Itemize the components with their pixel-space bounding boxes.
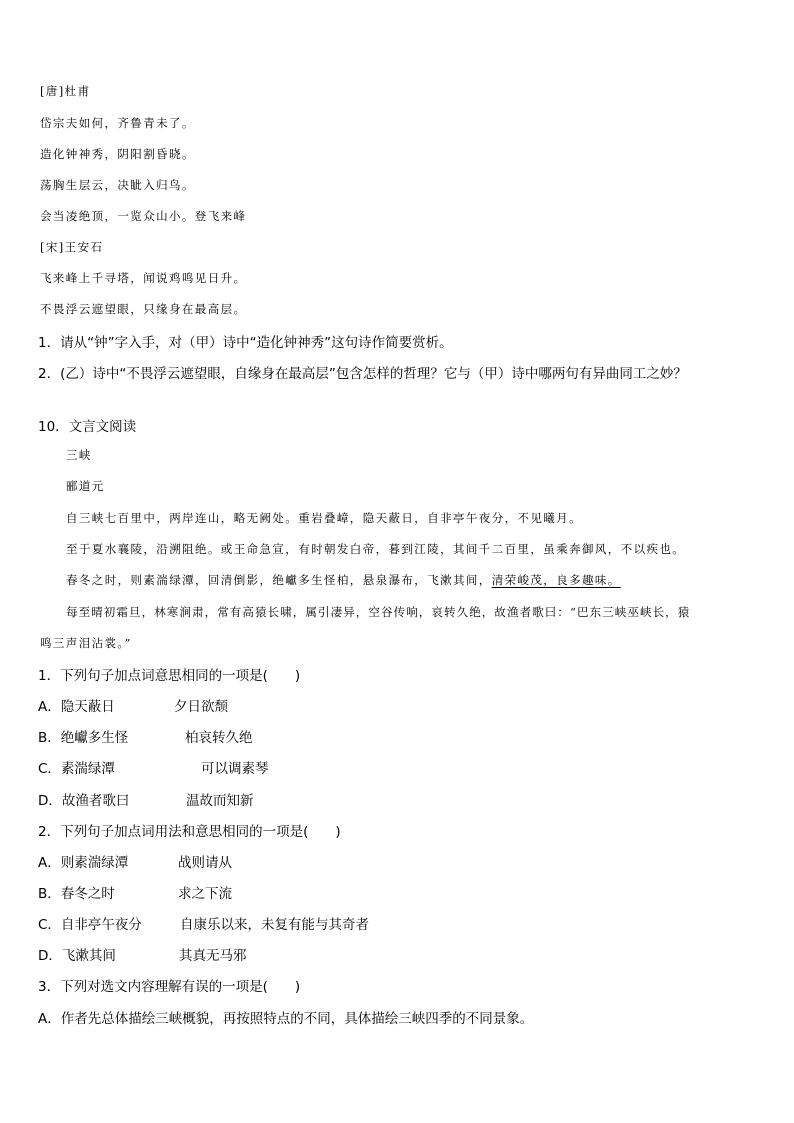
poem-b-line-2: 不畏浮云遮望眼，只缘身在最高层。 (40, 302, 247, 316)
passage-author: 郦道元 (66, 479, 105, 493)
poem-b-line-1: 飞来峰上千寻塔，闻说鸡鸣见日升。 (40, 271, 247, 285)
q2-option-d[interactable] (38, 944, 247, 964)
q2-option-c[interactable] (38, 913, 369, 933)
q1-option-b-label: B．绝巘多生怪 (38, 730, 129, 746)
q2-option-c-label: C．自非亭午夜分 (38, 917, 142, 933)
q2-option-c-pair: 自康乐以来，未复有能与其奇者 (180, 917, 369, 933)
q1-option-b[interactable] (38, 726, 253, 746)
poem-a-line-2: 造化钟神秀，阴阳割昏晓。 (40, 147, 195, 161)
q1-option-a-pair: 夕日欲颓 (174, 699, 228, 715)
passage-paragraph-3-text: 春冬之时，则素湍绿潭，回清倒影，绝巘多生怪柏，悬泉瀑布，飞漱其间， (66, 573, 492, 587)
underlined-phrase: 清荣峻茂，良多趣味。 (491, 573, 621, 587)
section-10-heading: 10．文言文阅读 (38, 419, 137, 435)
q2-option-a[interactable] (38, 851, 232, 871)
passage-paragraph-4-line-1: 每至晴初霜旦，林寒涧肃，常有高猿长啸，属引凄异，空谷传响，哀转久绝，故渔者歌曰：“巴东三峡巫峡长，猿 (66, 605, 691, 619)
poem-question-2: 2．(乙）诗中“不畏浮云遮望眼，自缘身在最高层”包含怎样的哲理？它与（甲）诗中哪两句有异曲同工之妙？ (38, 366, 687, 382)
q1-option-b-pair: 柏哀转久绝 (185, 730, 253, 746)
q3-option-a-label: A．作者先总体描绘三峡概貌，再按照特点的不同，具体描绘三峡四季的不同景象。 (38, 1011, 534, 1027)
passage-paragraph-2: 至于夏水襄陵，沿溯阻绝。或王命急宣，有时朝发白帝，暮到江陵，其间千二百里，虽乘奔御风，不以疾也。 (66, 542, 686, 556)
passage-paragraph-1: 自三峡七百里中，两岸连山，略无阙处。重岩叠嶂，隐天蔽日，自非亭午夜分，不见曦月。 (66, 511, 582, 525)
q2-option-b[interactable] (38, 882, 232, 902)
q2-option-b-label: B．春冬之时 (38, 886, 115, 902)
q1-option-d-pair: 温故而知新 (186, 793, 254, 809)
poem-question-1: 1．请从“钟”字入手，对（甲）诗中“造化钟神秀”这句诗作简要赏析。 (38, 335, 453, 351)
q1-option-d-label: D．故渔者歌曰 (38, 793, 130, 809)
q3-stem: 3．下列对选文内容理解有误的一项是( ) (38, 979, 301, 995)
q2-option-a-pair: 战则请从 (178, 855, 232, 871)
q1-option-a[interactable] (38, 695, 228, 715)
q3-option-a[interactable] (38, 1007, 533, 1027)
passage-paragraph-4-line-2: 鸣三声泪沾裳。” (40, 636, 132, 650)
poem-a-line-1: 岱宗夫如何，齐鲁青未了。 (40, 116, 195, 130)
q1-option-a-label: A．隐天蔽日 (38, 699, 115, 715)
poem-a-author: [唐]杜甫 (40, 84, 91, 98)
poem-a-line-3: 荡胸生层云，决眦入归鸟。 (40, 178, 195, 192)
q2-stem: 2．下列句子加点词用法和意思相同的一项是( ) (38, 824, 341, 840)
poem-a-line-4: 会当凌绝顶，一览众山小。登飞来峰 (40, 209, 247, 223)
passage-title: 三峡 (66, 448, 92, 462)
q1-option-c-label: C．素湍绿潭 (38, 761, 115, 777)
q1-stem: 1．下列句子加点词意思相同的一项是( ) (38, 668, 301, 684)
q1-option-c-pair: 可以调素琴 (201, 761, 269, 777)
q1-option-c[interactable] (38, 757, 269, 777)
q2-option-b-pair: 求之下流 (178, 886, 232, 902)
q1-option-d[interactable] (38, 789, 254, 809)
passage-paragraph-3 (66, 572, 621, 588)
q2-option-d-label: D．飞漱其间 (38, 948, 116, 964)
poem-b-author: [宋]王安石 (40, 240, 104, 254)
q2-option-a-label: A．则素湍绿潭 (38, 855, 129, 871)
q2-option-d-pair: 其真无马邪 (179, 948, 247, 964)
